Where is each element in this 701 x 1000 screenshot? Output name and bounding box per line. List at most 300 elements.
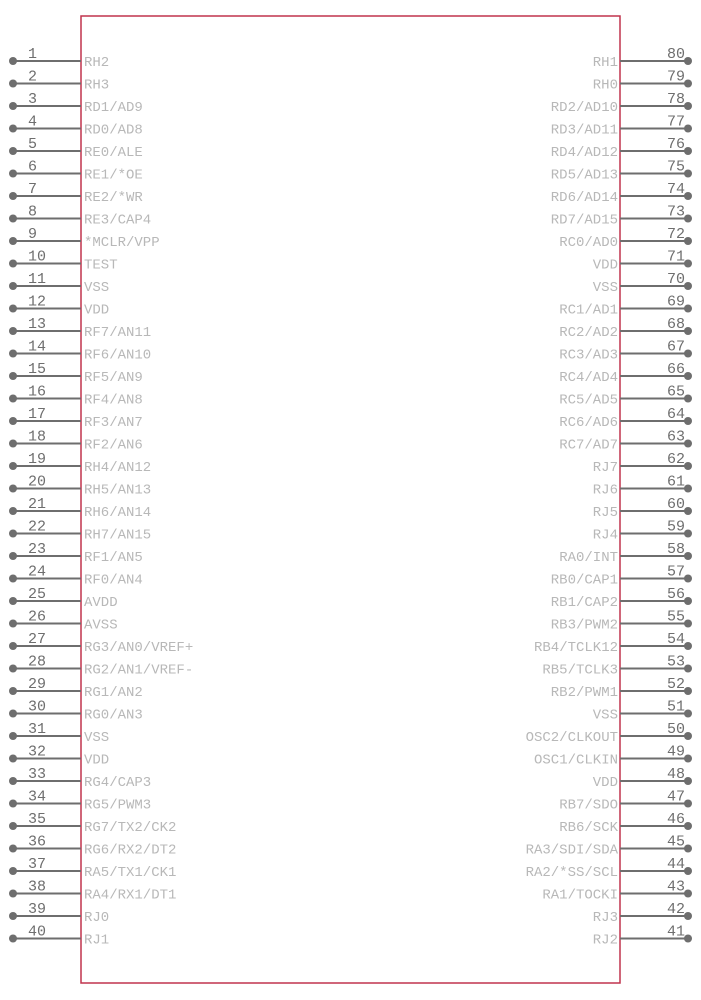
pin-endpoint <box>9 620 17 628</box>
pin-label: RJ5 <box>592 505 618 521</box>
pin-endpoint <box>9 822 17 830</box>
pin-label: RB0/CAP1 <box>550 572 618 589</box>
pin-label: RH7/AN15 <box>84 527 152 544</box>
pin-number: 2 <box>28 68 38 86</box>
pin-label: RE0/ALE <box>84 145 143 161</box>
pin-75 <box>551 159 692 184</box>
pin-endpoint <box>684 125 692 133</box>
pin-number: 18 <box>28 428 47 446</box>
pin-number: 61 <box>666 473 685 491</box>
pin-label: RB7/SDO <box>559 797 618 814</box>
pin-number: 49 <box>666 743 685 761</box>
pin-number: 33 <box>28 766 47 783</box>
pin-23 <box>9 541 143 566</box>
pin-number: 20 <box>28 473 47 491</box>
pin-label: OSC2/CLKOUT <box>525 730 618 746</box>
pin-label: RF6/AN10 <box>84 347 152 364</box>
pin-number: 46 <box>666 811 685 828</box>
pin-endpoint <box>684 890 692 898</box>
pin-47 <box>559 789 692 814</box>
pin-endpoint <box>9 800 17 808</box>
pin-number: 3 <box>28 91 38 108</box>
pin-42 <box>593 901 692 926</box>
pin-number: 65 <box>666 383 685 401</box>
pin-endpoint <box>9 530 17 538</box>
pin-label: RH1 <box>592 55 618 71</box>
pin-label: RB6/SCK <box>559 820 618 836</box>
pin-label: VSS <box>592 707 618 724</box>
pin-endpoint <box>684 192 692 200</box>
pin-endpoint <box>9 102 17 110</box>
pin-49 <box>534 744 692 769</box>
pin-endpoint <box>9 575 17 583</box>
pin-number: 44 <box>666 856 685 873</box>
pin-number: 78 <box>666 91 685 108</box>
pin-endpoint <box>9 710 17 718</box>
pin-endpoint <box>684 215 692 223</box>
pin-number: 77 <box>666 113 685 131</box>
pin-endpoint <box>684 867 692 875</box>
pin-number: 26 <box>28 608 47 626</box>
pin-64 <box>559 406 692 431</box>
pin-label: RD4/AD12 <box>550 145 618 161</box>
pin-endpoint <box>9 395 17 403</box>
pin-label: RG6/RX2/DT2 <box>84 842 177 859</box>
right-pin-group <box>526 46 692 949</box>
pin-endpoint <box>9 935 17 943</box>
left-pin-group <box>9 46 193 949</box>
pin-endpoint <box>9 192 17 200</box>
pin-endpoint <box>9 57 17 65</box>
pin-label: VDD <box>592 257 618 274</box>
pin-number: 57 <box>666 563 685 581</box>
pin-label: RJ1 <box>84 932 110 949</box>
pin-number: 55 <box>666 608 685 626</box>
pin-endpoint <box>9 237 17 245</box>
pin-endpoint <box>684 237 692 245</box>
pin-30 <box>9 699 143 724</box>
pin-label: RC5/AD5 <box>559 392 618 409</box>
pin-label: RF5/AN9 <box>84 370 143 386</box>
pin-number: 11 <box>28 271 47 288</box>
pin-21 <box>9 496 151 521</box>
pin-endpoint <box>684 800 692 808</box>
pin-label: RF2/AN6 <box>84 437 143 454</box>
pin-12 <box>9 294 109 319</box>
pin-28 <box>9 654 193 679</box>
pin-6 <box>9 159 143 184</box>
pin-number: 53 <box>666 653 685 671</box>
pin-76 <box>551 136 692 161</box>
pin-number: 24 <box>28 563 47 581</box>
pin-label: RC2/AD2 <box>559 325 618 341</box>
pin-endpoint <box>9 732 17 740</box>
pin-57 <box>551 564 692 589</box>
pin-number: 8 <box>28 203 38 221</box>
pin-53 <box>542 654 692 679</box>
pin-number: 67 <box>666 338 685 356</box>
pin-label: VDD <box>84 302 110 319</box>
pin-number: 19 <box>28 451 47 468</box>
pin-label: RF7/AN11 <box>84 325 152 341</box>
pin-number: 80 <box>666 46 685 63</box>
pin-label: VDD <box>84 752 110 769</box>
pin-number: 54 <box>666 631 685 648</box>
pin-65 <box>559 384 692 409</box>
pin-label: RA1/TOCKI <box>542 887 618 904</box>
pin-endpoint <box>684 327 692 335</box>
pin-label: RC0/AD0 <box>559 235 618 251</box>
pin-80 <box>593 46 692 71</box>
pin-number: 13 <box>28 316 47 333</box>
pin-68 <box>559 316 692 341</box>
pin-number: 47 <box>666 788 685 806</box>
pin-label: *MCLR/VPP <box>84 235 160 251</box>
pin-66 <box>559 361 692 386</box>
pin-endpoint <box>684 710 692 718</box>
pin-number: 29 <box>28 676 47 693</box>
pin-label: RF1/AN5 <box>84 550 143 566</box>
pin-number: 15 <box>28 361 47 378</box>
pin-74 <box>551 181 692 206</box>
pin-72 <box>559 226 692 251</box>
pin-number: 79 <box>666 68 685 86</box>
pin-70 <box>593 271 692 296</box>
pin-label: RC4/AD4 <box>559 370 618 386</box>
pin-endpoint <box>9 687 17 695</box>
pin-51 <box>593 699 692 724</box>
pin-3 <box>9 91 143 116</box>
pin-label: RA4/RX1/DT1 <box>84 887 177 904</box>
pin-24 <box>9 564 143 589</box>
pin-endpoint <box>9 260 17 268</box>
pin-number: 74 <box>666 181 685 198</box>
pin-label: RC3/AD3 <box>559 347 618 364</box>
pin-number: 50 <box>666 721 685 738</box>
pin-label: RD5/AD13 <box>550 167 618 184</box>
pin-number: 62 <box>666 451 685 468</box>
pin-label: RG0/AN3 <box>84 707 143 724</box>
pin-number: 60 <box>666 496 685 513</box>
pin-16 <box>9 384 143 409</box>
pin-number: 28 <box>28 653 47 671</box>
pin-endpoint <box>684 552 692 560</box>
pin-endpoint <box>684 687 692 695</box>
pin-label: RH2 <box>84 55 110 71</box>
pin-number: 6 <box>28 158 38 176</box>
pin-endpoint <box>684 102 692 110</box>
pin-48 <box>593 766 692 791</box>
pin-number: 35 <box>28 811 47 828</box>
pin-78 <box>551 91 692 116</box>
pin-endpoint <box>9 597 17 605</box>
pin-label: RH5/AN13 <box>84 482 152 499</box>
pin-label: RD3/AD11 <box>550 122 618 139</box>
pin-label: RC7/AD7 <box>559 437 618 454</box>
pin-60 <box>593 496 692 521</box>
pin-label: RD7/AD15 <box>550 212 618 229</box>
pin-26 <box>9 609 118 634</box>
pin-label: RG4/CAP3 <box>84 775 152 791</box>
pin-54 <box>534 631 692 656</box>
pin-endpoint <box>684 260 692 268</box>
pin-endpoint <box>684 755 692 763</box>
pin-endpoint <box>9 845 17 853</box>
pin-8 <box>9 204 151 229</box>
pin-endpoint <box>684 305 692 313</box>
pin-number: 66 <box>666 361 685 378</box>
pin-number: 30 <box>28 698 47 716</box>
pin-69 <box>559 294 692 319</box>
pin-number: 51 <box>666 698 685 716</box>
pin-77 <box>551 114 692 139</box>
pin-label: RH6/AN14 <box>84 505 152 521</box>
pin-67 <box>559 339 692 364</box>
pin-label: RC1/AD1 <box>559 302 618 319</box>
pin-endpoint <box>684 935 692 943</box>
pin-36 <box>9 834 176 859</box>
pin-endpoint <box>9 777 17 785</box>
pin-label: RB5/TCLK3 <box>542 662 618 679</box>
pin-44 <box>526 856 692 881</box>
pin-2 <box>9 69 109 94</box>
pin-27 <box>9 631 193 656</box>
pin-label: VSS <box>84 730 110 746</box>
pin-endpoint <box>9 642 17 650</box>
pin-73 <box>551 204 692 229</box>
pin-50 <box>526 721 692 746</box>
pin-label: TEST <box>84 257 118 274</box>
pin-label: RH4/AN12 <box>84 460 152 476</box>
pin-endpoint <box>9 665 17 673</box>
pin-62 <box>593 451 692 476</box>
pin-number: 45 <box>666 833 685 851</box>
pin-endpoint <box>684 597 692 605</box>
pin-number: 69 <box>666 293 685 311</box>
pin-number: 76 <box>666 136 685 153</box>
pin-label: RG1/AN2 <box>84 685 143 701</box>
pin-33 <box>9 766 151 791</box>
pin-endpoint <box>9 507 17 515</box>
pin-endpoint <box>9 485 17 493</box>
pin-label: RA3/SDI/SDA <box>525 842 618 859</box>
pin-endpoint <box>9 327 17 335</box>
pin-number: 48 <box>666 766 685 783</box>
pin-40 <box>9 924 109 949</box>
pin-label: VSS <box>592 280 618 296</box>
pin-endpoint <box>684 665 692 673</box>
pin-endpoint <box>684 507 692 515</box>
pin-number: 25 <box>28 586 47 603</box>
pin-number: 21 <box>28 496 47 513</box>
pin-label: RG7/TX2/CK2 <box>84 820 177 836</box>
pin-endpoint <box>684 732 692 740</box>
pin-number: 14 <box>28 338 47 356</box>
pin-endpoint <box>684 80 692 88</box>
pin-label: AVDD <box>84 595 118 611</box>
pin-55 <box>551 609 692 634</box>
pin-number: 70 <box>666 271 685 288</box>
pin-18 <box>9 429 143 454</box>
pin-label: RJ3 <box>592 910 618 926</box>
pin-label: RJ0 <box>84 910 110 926</box>
pin-endpoint <box>684 57 692 65</box>
pin-number: 23 <box>28 541 47 558</box>
pin-label: VDD <box>592 775 618 791</box>
pin-label: RJ4 <box>592 527 618 544</box>
pin-31 <box>9 721 109 746</box>
pin-1 <box>9 46 109 71</box>
pin-22 <box>9 519 151 544</box>
pin-endpoint <box>9 372 17 380</box>
pin-number: 12 <box>28 293 47 311</box>
ic-body <box>81 16 620 983</box>
pin-number: 9 <box>28 226 38 243</box>
pin-label: RB1/CAP2 <box>550 595 618 611</box>
pin-39 <box>9 901 109 926</box>
pin-endpoint <box>9 867 17 875</box>
pin-63 <box>559 429 692 454</box>
pin-number: 40 <box>28 923 47 941</box>
pin-number: 22 <box>28 518 47 536</box>
pin-label: RD2/AD10 <box>550 100 618 116</box>
pin-endpoint <box>684 575 692 583</box>
pin-number: 27 <box>28 631 47 648</box>
pin-endpoint <box>9 912 17 920</box>
pin-number: 31 <box>28 721 47 738</box>
pin-label: RG2/AN1/VREF- <box>84 662 194 679</box>
pin-endpoint <box>9 440 17 448</box>
pin-endpoint <box>684 530 692 538</box>
pin-endpoint <box>684 845 692 853</box>
pin-number: 75 <box>666 158 685 176</box>
pin-label: RD1/AD9 <box>84 100 143 116</box>
pin-label: RA5/TX1/CK1 <box>84 865 177 881</box>
pin-endpoint <box>9 552 17 560</box>
pin-number: 5 <box>28 136 38 153</box>
pin-endpoint <box>684 417 692 425</box>
pin-label: RH3 <box>84 77 110 94</box>
pin-number: 63 <box>666 428 685 446</box>
pin-number: 52 <box>666 676 685 693</box>
pin-35 <box>9 811 176 836</box>
pin-79 <box>593 69 692 94</box>
pin-endpoint <box>9 282 17 290</box>
pin-endpoint <box>9 147 17 155</box>
pin-32 <box>9 744 109 769</box>
pin-number: 17 <box>28 406 47 423</box>
pin-label: RG3/AN0/VREF+ <box>84 640 194 656</box>
pin-endpoint <box>684 485 692 493</box>
pin-endpoint <box>684 620 692 628</box>
pin-43 <box>542 879 692 904</box>
pin-10 <box>9 249 118 274</box>
pin-endpoint <box>9 350 17 358</box>
pin-5 <box>9 136 143 161</box>
pin-number: 10 <box>28 248 47 266</box>
pin-endpoint <box>9 80 17 88</box>
pin-endpoint <box>684 147 692 155</box>
pin-label: RF3/AN7 <box>84 415 143 431</box>
pin-endpoint <box>684 170 692 178</box>
pin-label: RG5/PWM3 <box>84 797 152 814</box>
pin-29 <box>9 676 143 701</box>
pin-label: RB3/PWM2 <box>550 617 618 634</box>
pin-number: 43 <box>666 878 685 896</box>
pin-4 <box>9 114 143 139</box>
pin-59 <box>593 519 692 544</box>
pin-number: 64 <box>666 406 685 423</box>
pin-71 <box>593 249 692 274</box>
pin-52 <box>551 676 692 701</box>
pin-7 <box>9 181 143 206</box>
pin-label: RE3/CAP4 <box>84 212 152 229</box>
pin-label: RC6/AD6 <box>559 415 618 431</box>
pin-number: 32 <box>28 743 47 761</box>
pin-11 <box>9 271 109 296</box>
pin-61 <box>593 474 692 499</box>
pin-endpoint <box>684 642 692 650</box>
pin-number: 73 <box>666 203 685 221</box>
pin-number: 42 <box>666 901 685 918</box>
pin-45 <box>526 834 692 859</box>
pin-number: 71 <box>666 248 685 266</box>
pin-25 <box>9 586 118 611</box>
pin-endpoint <box>9 755 17 763</box>
pin-endpoint <box>9 170 17 178</box>
pin-number: 58 <box>666 541 685 558</box>
pin-endpoint <box>684 912 692 920</box>
pin-label: RJ6 <box>592 482 618 499</box>
pin-label: RJ7 <box>592 460 618 476</box>
pin-46 <box>559 811 692 836</box>
pin-13 <box>9 316 151 341</box>
pin-14 <box>9 339 151 364</box>
pin-endpoint <box>684 372 692 380</box>
pin-number: 36 <box>28 833 47 851</box>
pin-number: 7 <box>28 181 38 198</box>
pin-56 <box>551 586 692 611</box>
pin-label: RE2/*WR <box>84 190 143 206</box>
pin-34 <box>9 789 151 814</box>
pin-label: RH0 <box>592 77 618 94</box>
pin-label: RJ2 <box>592 932 618 949</box>
pin-label: RE1/*OE <box>84 167 143 184</box>
pin-label: RA0/INT <box>559 550 618 566</box>
pin-41 <box>593 924 692 949</box>
pin-label: RF0/AN4 <box>84 572 143 589</box>
pin-58 <box>559 541 692 566</box>
pin-number: 59 <box>666 518 685 536</box>
pin-label: VSS <box>84 280 110 296</box>
pin-number: 39 <box>28 901 47 918</box>
pin-number: 72 <box>666 226 685 243</box>
pin-number: 38 <box>28 878 47 896</box>
pin-label: AVSS <box>84 617 118 634</box>
pin-number: 4 <box>28 113 38 131</box>
pin-19 <box>9 451 151 476</box>
pin-endpoint <box>684 822 692 830</box>
pin-endpoint <box>684 777 692 785</box>
pin-endpoint <box>684 282 692 290</box>
pin-label: RD0/AD8 <box>84 122 143 139</box>
pin-label: RD6/AD14 <box>550 190 618 206</box>
pin-endpoint <box>9 417 17 425</box>
pin-number: 37 <box>28 856 47 873</box>
pin-label: RB4/TCLK12 <box>533 640 618 656</box>
pin-number: 41 <box>666 923 685 941</box>
pin-15 <box>9 361 143 386</box>
